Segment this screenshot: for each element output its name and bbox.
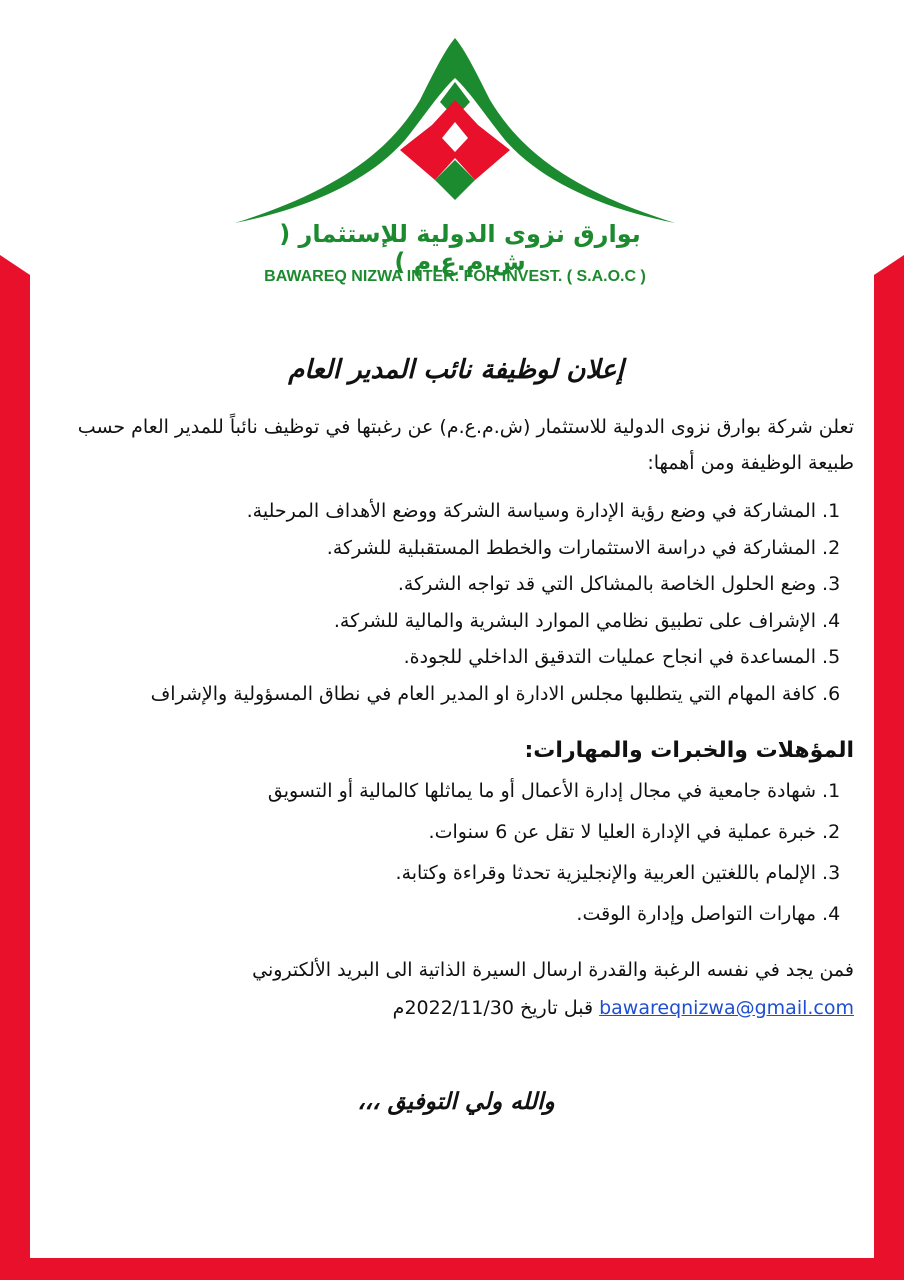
list-item: 2. المشاركة في دراسة الاستثمارات والخطط المستقبلية للشركة. [58,530,816,567]
list-item: 2. خبرة عملية في الإدارة العليا لا تقل عن 6 سنوات. [58,812,816,853]
announcement-body [58,355,854,1115]
intro-paragraph: تعلن شركة بوارق نزوى الدولية للاستثمار (ش.م.ع.م) عن رغبتها في توظيف نائباً للمدير العام حسب طبيعة الوظيفة ومن أهمها: [77,416,854,474]
list-item: 1. شهادة جامعية في مجال إدارة الأعمال أو ما يماثلها كالمالية أو التسويق [58,771,816,812]
signoff: والله ولي التوفيق ،،، [357,1089,555,1115]
list-item: 4. الإشراف على تطبيق نظامي الموارد البشرية والمالية للشركة. [58,603,816,640]
list-item: 6. كافة المهام التي يتطلبها مجلس الادارة او المدير العام في نطاق المسؤولية والإشراف [58,676,816,713]
list-item: 5. المساعدة في انجاح عمليات التدقيق الداخلي للجودة. [58,639,816,676]
duties-list [58,493,854,712]
list-item: 3. الإلمام باللغتين العربية والإنجليزية تحدثا وقراءة وكتابة. [58,853,816,894]
contact-line [58,989,854,1027]
logo-arabic-name: بوارق نزوى الدولية للإستثمار ( ش.م.ع.م ) [279,220,641,276]
list-item: 1. المشاركة في وضع رؤية الإدارة وسياسة الشركة ووضع الأهداف المرحلية. [58,493,816,530]
list-item: 4. مهارات التواصل وإدارة الوقت. [58,894,816,935]
logo-english-name: BAWAREQ NIZWA INTER. FOR INVEST. ( S.A.O.C ) [264,268,646,285]
email-link[interactable]: bawareqnizwa@gmail.com [599,997,854,1019]
deadline-text: قبل تاريخ 2022/11/30م [392,997,594,1019]
qualifications-heading: المؤهلات والخبرات والمهارات: [524,738,854,763]
logo-emblem-icon [220,30,690,230]
list-item: 3. وضع الحلول الخاصة بالمشاكل التي قد تواجه الشركة. [58,566,816,603]
closing-paragraph [58,951,854,1027]
page-title: إعلان لوظيفة نائب المدير العام [288,355,624,385]
qualifications-list [58,771,854,935]
company-logo [220,30,690,300]
closing-text: فمن يجد في نفسه الرغبة والقدرة ارسال السيرة الذاتية الى البريد الألكتروني [252,959,854,981]
